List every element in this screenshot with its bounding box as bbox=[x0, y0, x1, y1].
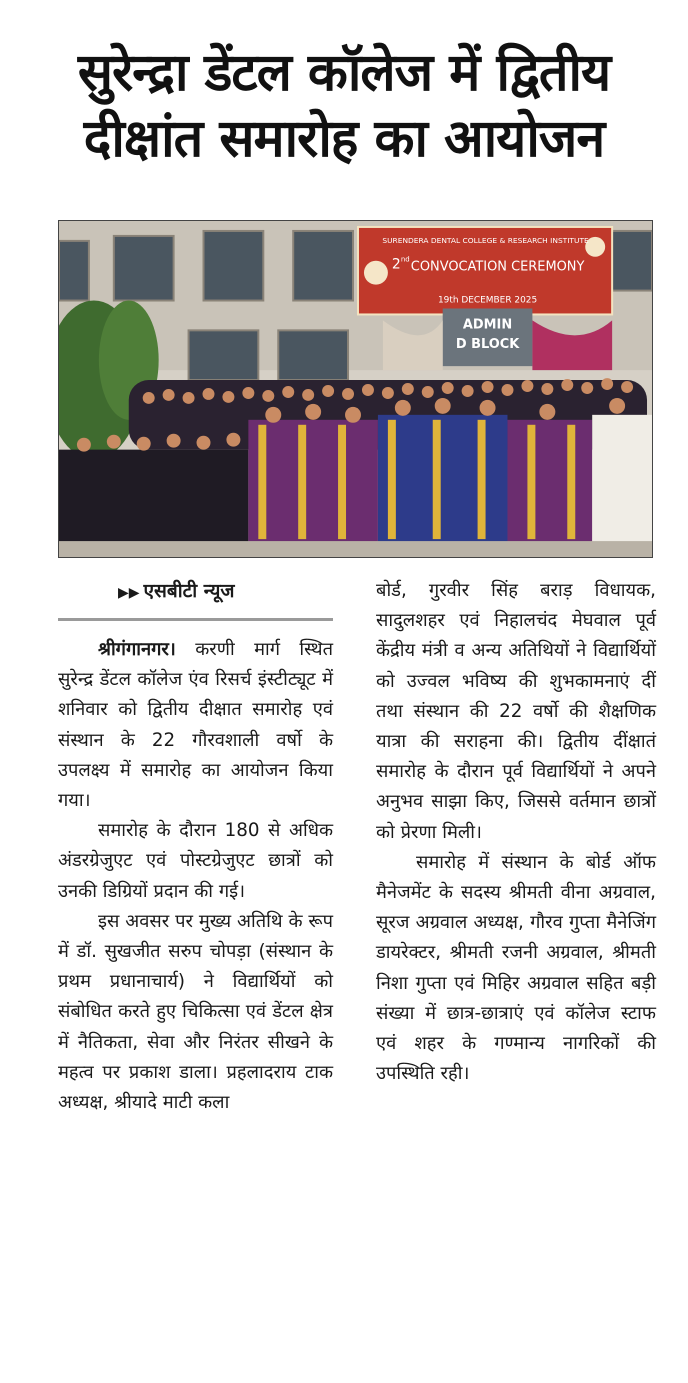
building-sign-1: ADMIN bbox=[462, 317, 513, 333]
article-column-right bbox=[376, 576, 656, 1089]
article-paragraph-2: समारोह के दौरान 180 से अधिक अंडरग्रेजुएट एवं पोस्टग्रेजुएट छात्रों को उनकी डिग्रियों प्रदान की गई। bbox=[58, 820, 333, 902]
headline bbox=[20, 40, 668, 172]
banner-institute: SURENDERA DENTAL COLLEGE & RESEARCH INSTITUTE bbox=[382, 235, 589, 245]
byline-arrows-icon: ▶▶ bbox=[118, 585, 140, 601]
banner-title-sup: nd bbox=[400, 255, 410, 264]
convocation-photo bbox=[58, 220, 653, 558]
article-paragraph-4: समारोह में संस्थान के बोर्ड ऑफ मैनेजमेंट के सदस्य श्रीमती वीना अग्रवाल, सूरज अग्रवाल अध्यक्ष, गौरव गुप्ता मैनेजिंग डायरेक्टर, श्रीमती रजनी अग्रवाल, श्रीमती निशा गुप्ता एवं मिहिर अग्रवाल सहित बड़ी संख्या में छात्र-छात्राएं एवं कॉलेज स्टाफ एवं शहर के गण्मान्य नागरिकों की उपस्थिति रही। bbox=[376, 851, 656, 1085]
dateline: श्रीगंगानगर। bbox=[98, 639, 176, 660]
paragraph-1-text: करणी मार्ग स्थित सुरेन्द्र डेंटल कॉलेज एंव रिसर्च इंस्टीट्यूट में शनिवार को द्वितीय दीक्षात समारोह एवं संस्थान के 22 गौरवशाली वर्षो के उपलक्ष्य में समारोह का आयोजन किया गया। bbox=[58, 639, 333, 812]
byline-text: एसबीटी न्यूज bbox=[143, 580, 235, 602]
building-sign-2: D BLOCK bbox=[455, 337, 520, 353]
article-paragraph-3: इस अवसर पर मुख्य अतिथि के रूप में डॉ. सुखजीत सरुप चोपड़ा (संस्थान के प्रथम प्रधानाचार्य) ने विद्यार्थियों को संबोधित करते हुए चिकित्सा एवं डेंटल क्षेत्र में नैतिकता, सेवा और निरंतर सीखने के महत्व पर प्रकाश डाला। प्रहलादराय टाक अध्यक्ष, श्रीयादे माटी कला bbox=[58, 910, 333, 1114]
article-column-left bbox=[58, 576, 333, 1118]
photo-illustration bbox=[59, 221, 652, 557]
banner-title-num: 2 bbox=[391, 256, 401, 273]
banner-title: CONVOCATION CEREMONY bbox=[410, 259, 585, 275]
banner-date: 19th DECEMBER 2025 bbox=[437, 295, 538, 306]
article-paragraph-1 bbox=[58, 635, 333, 816]
byline bbox=[58, 576, 333, 621]
headline-line-2: दीक्षांत समारोह का आयोजन bbox=[83, 109, 605, 169]
article-paragraph-3-continued: बोर्ड, गुरवीर सिंह बराड़ विधायक, सादुलशहर एवं निहालचंद मेघवाल पूर्व केंद्रीय मंत्री व अन्य अतिथियों ने विद्यार्थियों को उज्वल भविष्य की शुभकामनाएं दीं तथा संस्थान की 22 वर्षो की शैक्षणिक यात्रा की सराहना की। द्वितीय दींक्षातं समारोह के दौरान पूर्व विद्यार्थियों ने अपने अनुभव साझा किए, जिससे वर्तमान छात्रों को प्रेरणा मिली। bbox=[376, 580, 656, 843]
headline-line-1: सुरेन्द्रा डेंटल कॉलेज में द्वितीय bbox=[77, 43, 611, 103]
